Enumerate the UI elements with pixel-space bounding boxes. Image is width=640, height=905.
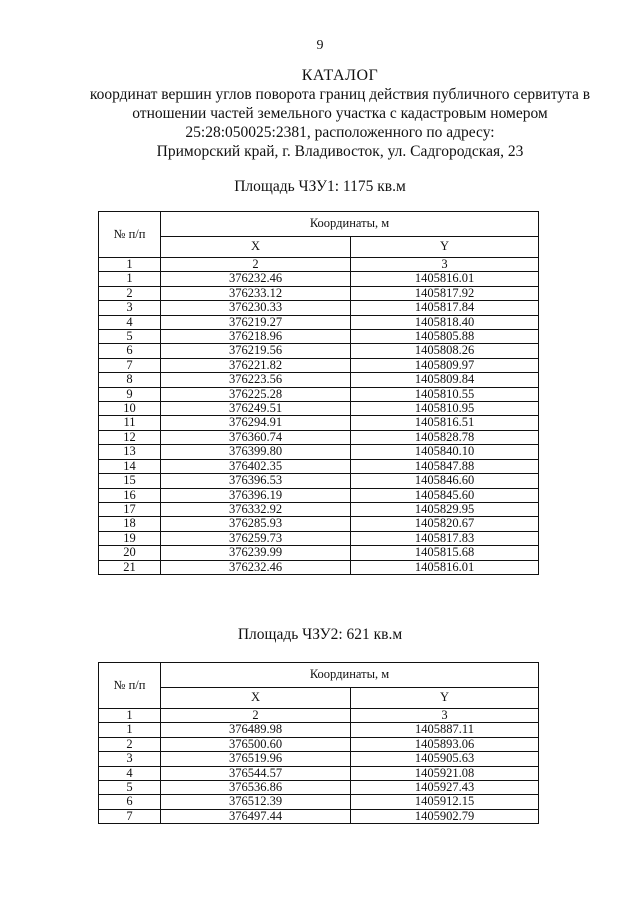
y-coordinate-cell: 1405887.11: [351, 723, 539, 737]
header-x: X: [161, 237, 351, 258]
table-row: [99, 809, 539, 823]
x-coordinate-cell: 376489.98: [161, 723, 351, 737]
y-coordinate-cell: 1405927.43: [351, 781, 539, 795]
header-num: № п/п: [99, 663, 161, 709]
point-number-cell: 21: [99, 560, 161, 574]
x-coordinate-cell: 376544.57: [161, 766, 351, 780]
y-coordinate-cell: 1405921.08: [351, 766, 539, 780]
zone1-area-caption: Площадь ЧЗУ1: 1175 кв.м: [234, 178, 406, 195]
x-coordinate-cell: 376512.39: [161, 795, 351, 809]
point-number-cell: 7: [99, 358, 161, 372]
y-coordinate-cell: 1405847.88: [351, 459, 539, 473]
y-coordinate-cell: 1405893.06: [351, 737, 539, 751]
table-row: [99, 373, 539, 387]
x-coordinate-cell: 376294.91: [161, 416, 351, 430]
x-coordinate-cell: 376249.51: [161, 402, 351, 416]
y-coordinate-cell: 1405816.01: [351, 272, 539, 286]
table-row: [99, 301, 539, 315]
header-num: № п/п: [99, 212, 161, 258]
table-row: [99, 546, 539, 560]
x-coordinate-cell: 376225.28: [161, 387, 351, 401]
point-number-cell: 2: [99, 286, 161, 300]
point-number-cell: 11: [99, 416, 161, 430]
point-number-cell: 5: [99, 781, 161, 795]
point-number-cell: 17: [99, 502, 161, 516]
header-x: X: [161, 688, 351, 709]
header-coordinates: Координаты, м: [161, 663, 539, 688]
table-row: [99, 286, 539, 300]
x-coordinate-cell: 376232.46: [161, 560, 351, 574]
point-number-cell: 3: [99, 752, 161, 766]
y-coordinate-cell: 1405846.60: [351, 474, 539, 488]
point-number-cell: 20: [99, 546, 161, 560]
table-row: [99, 560, 539, 574]
x-coordinate-cell: 376218.96: [161, 330, 351, 344]
y-coordinate-cell: 1405905.63: [351, 752, 539, 766]
zone1-coordinates-table: [98, 211, 539, 575]
point-number-cell: 10: [99, 402, 161, 416]
point-number-cell: 6: [99, 344, 161, 358]
y-coordinate-cell: 1405818.40: [351, 315, 539, 329]
y-coordinate-cell: 1405808.26: [351, 344, 539, 358]
y-coordinate-cell: 1405845.60: [351, 488, 539, 502]
x-coordinate-cell: 376500.60: [161, 737, 351, 751]
table-row: [99, 330, 539, 344]
zone2-table-body: [99, 723, 539, 824]
y-coordinate-cell: 1405817.83: [351, 531, 539, 545]
point-number-cell: 9: [99, 387, 161, 401]
y-coordinate-cell: 1405810.95: [351, 402, 539, 416]
y-coordinate-cell: 1405817.84: [351, 301, 539, 315]
x-coordinate-cell: 376232.46: [161, 272, 351, 286]
catalog-heading: [60, 66, 620, 161]
table-row: [99, 781, 539, 795]
table-row: [99, 430, 539, 444]
y-coordinate-cell: 1405816.51: [351, 416, 539, 430]
catalog-subtitle-line-1: координат вершин углов поворота границ действия публичного сервитута в: [89, 86, 591, 103]
point-number-cell: 4: [99, 315, 161, 329]
point-number-cell: 7: [99, 809, 161, 823]
x-coordinate-cell: 376239.99: [161, 546, 351, 560]
x-coordinate-cell: 376223.56: [161, 373, 351, 387]
table-row: [99, 358, 539, 372]
point-number-cell: 1: [99, 272, 161, 286]
column-index-1: 1: [99, 709, 161, 723]
point-number-cell: 12: [99, 430, 161, 444]
x-coordinate-cell: 376402.35: [161, 459, 351, 473]
header-coordinates: Координаты, м: [161, 212, 539, 237]
x-coordinate-cell: 376230.33: [161, 301, 351, 315]
x-coordinate-cell: 376396.53: [161, 474, 351, 488]
table-row: [99, 344, 539, 358]
catalog-subtitle-line-2: отношении частей земельного участка с кадастровым номером: [132, 105, 548, 122]
catalog-title: КАТАЛОГ: [301, 67, 379, 84]
point-number-cell: 5: [99, 330, 161, 344]
table-row: [99, 531, 539, 545]
table-row: [99, 272, 539, 286]
point-number-cell: 8: [99, 373, 161, 387]
table-row: [99, 315, 539, 329]
point-number-cell: 19: [99, 531, 161, 545]
table-row: [99, 723, 539, 737]
table-row: [99, 502, 539, 516]
x-coordinate-cell: 376332.92: [161, 502, 351, 516]
column-index-1: 1: [99, 258, 161, 272]
column-index-3: 3: [351, 258, 539, 272]
table-row: [99, 488, 539, 502]
x-coordinate-cell: 376399.80: [161, 445, 351, 459]
y-coordinate-cell: 1405829.95: [351, 502, 539, 516]
x-coordinate-cell: 376536.86: [161, 781, 351, 795]
point-number-cell: 14: [99, 459, 161, 473]
point-number-cell: 4: [99, 766, 161, 780]
zone2-area-caption: Площадь ЧЗУ2: 621 кв.м: [237, 626, 403, 643]
x-coordinate-cell: 376396.19: [161, 488, 351, 502]
table-row: [99, 459, 539, 473]
address-line: Приморский край, г. Владивосток, ул. Садгородская, 23: [156, 143, 524, 160]
column-index-2: 2: [161, 709, 351, 723]
x-coordinate-cell: 376519.96: [161, 752, 351, 766]
x-coordinate-cell: 376219.27: [161, 315, 351, 329]
y-coordinate-cell: 1405816.01: [351, 560, 539, 574]
table-row: [99, 474, 539, 488]
x-coordinate-cell: 376219.56: [161, 344, 351, 358]
point-number-cell: 3: [99, 301, 161, 315]
x-coordinate-cell: 376285.93: [161, 517, 351, 531]
header-y: Y: [351, 688, 539, 709]
y-coordinate-cell: 1405817.92: [351, 286, 539, 300]
table-row: [99, 795, 539, 809]
y-coordinate-cell: 1405809.84: [351, 373, 539, 387]
column-index-2: 2: [161, 258, 351, 272]
table-row: [99, 766, 539, 780]
column-index-3: 3: [351, 709, 539, 723]
point-number-cell: 1: [99, 723, 161, 737]
table-row: [99, 752, 539, 766]
x-coordinate-cell: 376360.74: [161, 430, 351, 444]
page-number: 9: [316, 38, 324, 53]
table-row: [99, 517, 539, 531]
point-number-cell: 15: [99, 474, 161, 488]
point-number-cell: 16: [99, 488, 161, 502]
zone1-table-body: [99, 272, 539, 575]
point-number-cell: 13: [99, 445, 161, 459]
table-row: [99, 402, 539, 416]
y-coordinate-cell: 1405810.55: [351, 387, 539, 401]
x-coordinate-cell: 376233.12: [161, 286, 351, 300]
table-row: [99, 737, 539, 751]
point-number-cell: 6: [99, 795, 161, 809]
table-row: [99, 445, 539, 459]
zone2-coordinates-table: [98, 662, 539, 824]
y-coordinate-cell: 1405820.67: [351, 517, 539, 531]
y-coordinate-cell: 1405815.68: [351, 546, 539, 560]
y-coordinate-cell: 1405809.97: [351, 358, 539, 372]
table-row: [99, 416, 539, 430]
x-coordinate-cell: 376259.73: [161, 531, 351, 545]
x-coordinate-cell: 376221.82: [161, 358, 351, 372]
y-coordinate-cell: 1405828.78: [351, 430, 539, 444]
y-coordinate-cell: 1405840.10: [351, 445, 539, 459]
x-coordinate-cell: 376497.44: [161, 809, 351, 823]
point-number-cell: 18: [99, 517, 161, 531]
cadastral-number-line: 25:28:050025:2381, расположенного по адресу:: [185, 124, 495, 141]
y-coordinate-cell: 1405912.15: [351, 795, 539, 809]
point-number-cell: 2: [99, 737, 161, 751]
header-y: Y: [351, 237, 539, 258]
y-coordinate-cell: 1405805.88: [351, 330, 539, 344]
table-row: [99, 387, 539, 401]
y-coordinate-cell: 1405902.79: [351, 809, 539, 823]
